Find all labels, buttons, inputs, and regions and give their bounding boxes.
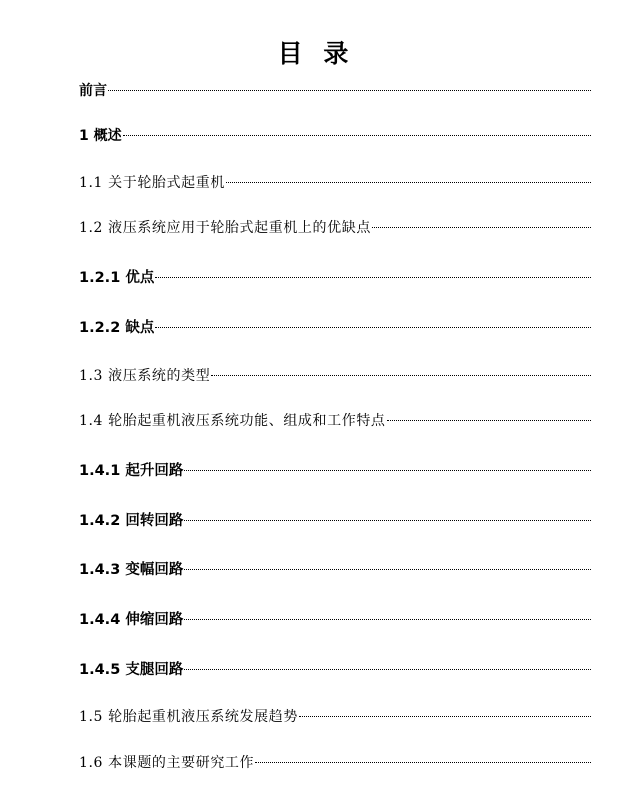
toc-entry-1-2-2[interactable] [79,316,591,337]
dot-leader [123,135,591,136]
toc-entry-label: 1.1 关于轮胎式起重机 [79,175,225,191]
toc-entry-label: 1.4.4 伸缩回路 [79,612,184,628]
dot-leader [211,375,591,376]
dot-leader [155,277,591,278]
toc-entry-label: 1.6 本课题的主要研究工作 [79,755,255,771]
dot-leader [155,327,591,328]
toc-entry-label: 1.4.1 起升回路 [79,463,184,479]
toc-entry-1-6[interactable] [79,752,591,772]
toc-entry-preface[interactable] [79,80,591,100]
dot-leader [184,619,591,620]
toc-entry-label: 1.5 轮胎起重机液压系统发展趋势 [79,709,298,725]
dot-leader [184,569,591,570]
page-title: 目 录 [277,39,355,68]
toc-entry-1[interactable] [79,125,591,145]
toc-entry-1-4-5[interactable] [79,658,591,679]
dot-leader [184,669,591,670]
dot-leader [299,716,591,717]
toc-entry-label: 前言 [79,83,107,99]
toc-entry-1-2[interactable] [79,217,591,237]
dot-leader [387,420,591,421]
toc-entry-1-3[interactable] [79,365,591,385]
toc-entry-1-2-1[interactable] [79,266,591,287]
toc-entry-1-4-3[interactable] [79,558,591,579]
toc-entry-1-4-4[interactable] [79,608,591,629]
toc-entry-label: 1.2 液压系统应用于轮胎式起重机上的优缺点 [79,220,371,236]
dot-leader [108,90,591,91]
toc-entry-label: 1.2.2 缺点 [79,320,155,336]
toc-entry-1-4-2[interactable] [79,509,591,530]
dot-leader [184,470,591,471]
toc-entry-1-1[interactable] [79,172,591,192]
toc-entry-label: 1.4 轮胎起重机液压系统功能、组成和工作特点 [79,413,386,429]
toc-entry-1-4-1[interactable] [79,459,591,480]
toc-entry-label: 1.4.3 变幅回路 [79,562,184,578]
toc-entry-label: 1.4.5 支腿回路 [79,662,184,678]
toc-entry-1-5[interactable] [79,706,591,726]
dot-leader [255,762,591,763]
toc-entry-label: 1 概述 [79,128,122,144]
dot-leader [372,227,591,228]
toc-entry-label: 1.4.2 回转回路 [79,513,184,529]
toc-entry-label: 1.3 液压系统的类型 [79,368,211,384]
toc-entry-1-4[interactable] [79,410,591,430]
toc-entry-label: 1.2.1 优点 [79,270,155,286]
dot-leader [184,520,591,521]
dot-leader [226,182,591,183]
